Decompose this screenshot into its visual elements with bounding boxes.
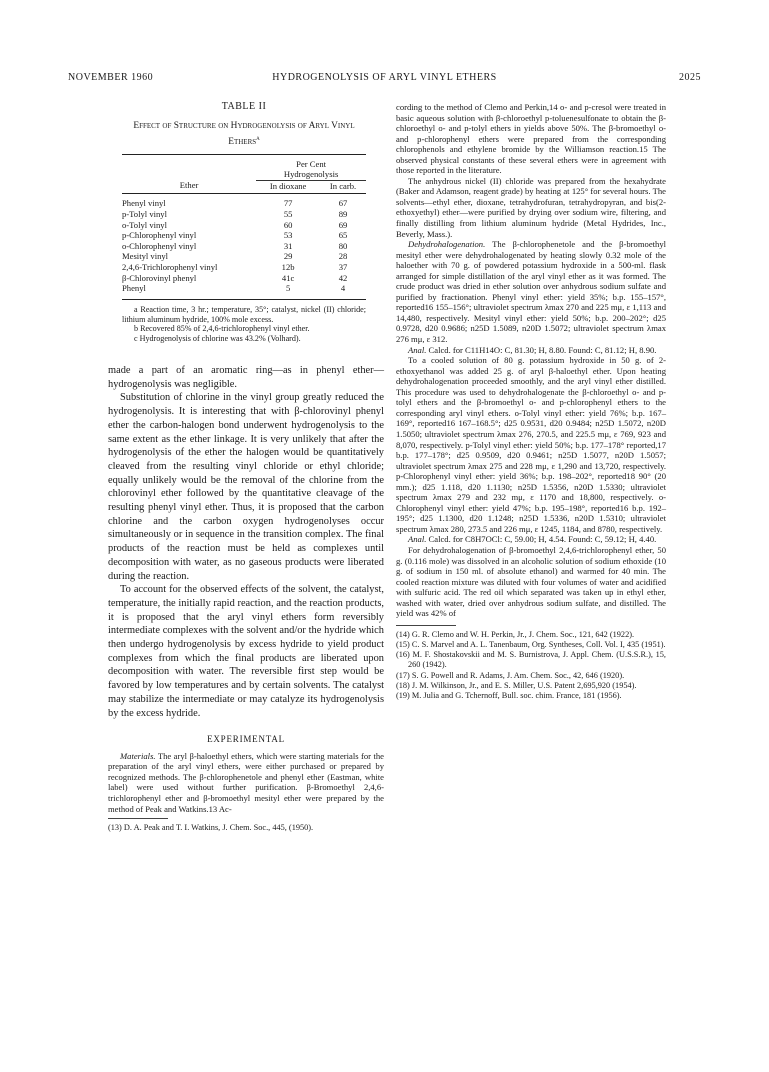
table-caption-text: Effect of Structure on Hydrogenolysis of Aryl Vinyl Ethers	[133, 120, 355, 147]
cell-dioxane: 31	[283, 240, 293, 251]
cell-dioxane: 29	[283, 251, 293, 262]
table-note-a: a Reaction time, 3 hr.; temperature, 35°; catalyst, nickel (II) chloride; lithium aluminum hydride, 100% mole excess.	[122, 304, 366, 324]
footnote: (19) M. Julia and G. Tchernoff, Bull. soc. chim. France, 181 (1956).	[396, 691, 622, 701]
materials-text: The aryl β-haloethyl ethers, which were starting materials for the preparation of the aryl vinyl ethers, were either purchased or prepared by recognized methods. The β-chlorophenetole and phenyl ether (Eastman, white label) were used without further purification. β-Bromoethyl 2,4,6-trichlorophenyl ether and β-bromoethyl mesityl ether were prepared by the method of Peak and Watkins.13 Ac-	[108, 750, 384, 814]
right-column	[396, 102, 666, 701]
cell-carb: 69	[338, 219, 348, 230]
body-paragraph	[396, 176, 666, 239]
table-caption	[122, 121, 366, 148]
table-row	[122, 262, 366, 273]
experimental-heading: EXPERIMENTAL	[207, 734, 285, 745]
table-title: TABLE II	[221, 101, 267, 112]
cell-ether: Phenyl	[122, 283, 146, 294]
table-header-row	[122, 180, 366, 194]
table-row	[122, 241, 366, 252]
table-caption-mark: a	[256, 132, 260, 142]
body-paragraph: To account for the observed effects of the solvent, the catalyst, temperature, the initially rapid reaction, and the reaction products, it is proposed that the aryl vinyl ethers form reversibly intermediate complexes with the solvent and/or the hydride which then undergo hydrogenolysis by excess hydride to yield product complexes from which the final products are liberated upon decomposition with water. The reversible first step would be favored by low temperatures and by certain solvents. The catalyst may stabilize the intermediate or may catalyze its hydrogenolysis by the excess hydride.	[108, 584, 384, 719]
table-row	[122, 198, 366, 209]
footnote: (14) G. R. Clemo and W. H. Perkin, Jr., J. Chem. Soc., 121, 642 (1922).	[396, 629, 635, 639]
table-row	[122, 220, 366, 231]
col-header-carb: In carb.	[320, 180, 366, 194]
table-row	[122, 209, 366, 220]
footnote-rule	[108, 818, 168, 819]
materials-label: Materials.	[120, 750, 156, 761]
paragraph-text: The anhydrous nickel (II) chloride was prepared from the hexahydrate (Baker and Adamson, reagent grade) by heating at 125° for several hours. The solvents—ethyl ether, dioxane, tetrahydrofuran, tetrahydropyran, and bis(2-ethoxyethyl) ether—were purified by drying over sodium wire, filtering, and finally distilling from lithium aluminum hydride (Metal Hydrides, Inc., Beverly, Mass.).	[396, 175, 666, 239]
cell-carb: 4	[340, 283, 346, 294]
cell-dioxane: 5	[285, 283, 291, 294]
cell-carb: 67	[338, 198, 348, 209]
cell-ether: p-Chlorophenyl vinyl	[122, 230, 197, 241]
paragraph-text: Calcd. for C8H7OCl: C, 59.00; H, 4.54. Found: C, 59.12; H, 4.40.	[428, 534, 657, 545]
cell-ether: Phenyl vinyl	[122, 198, 166, 209]
table-note-c: c Hydrogenolysis of chlorine was 43.2% (Volhard).	[134, 334, 301, 344]
footnote: (16) M. F. Shostakovskii and M. S. Burnistrova, J. Appl. Chem. (U.S.S.R.), 15, 260 (1942).	[396, 650, 666, 670]
left-column	[108, 102, 384, 833]
cell-carb: 89	[338, 209, 348, 220]
body-paragraph: Substitution of chlorine in the vinyl group greatly reduced the hydrogenolysis. It is interesting that with β-chlorovinyl phenyl ether the carbon-halogen bond underwent hydrogenolysis to the same extent as the ether linkage. It is very unlikely that after the hydrogenolysis of the ether the halogen would be quantitatively cleaved from the resulting vinyl chloride or ethyl chloride; equally unlikely would be the removal of the chlorine from the chlorovinyl ether followed by the quantitative cleavage of the resulting phenyl vinyl ether. Thus, it is proposed that the carbon chlorine and the carbon oxygen hydrogenolyses occur simultaneously or in sequence in the transition complex. The final products of the reaction must be held as complexes until decomposition with water, as no gaseous products were liberated during the reaction.	[108, 392, 384, 582]
table-body	[122, 198, 366, 293]
table-row	[122, 230, 366, 241]
cell-carb: 28	[338, 251, 348, 262]
table-note-b: b Recovered 85% of 2,4,6-trichlorophenyl vinyl ether.	[134, 324, 310, 334]
paragraph-text: To a cooled solution of 80 g. potassium hydroxide in 50 g. of 2-ethoxyethanol was added 25 g. of aryl β-haloethyl ether. Upon heating dehydrohalogenation proceeded smoothly, and the aryl vinyl ether distilled. This procedure was used to dehydrohalogenate the β-chloroethyl o- and p-tolyl ethers and the β-bromoethyl o- and p-chlorophenyl ethers to the corresponding aryl vinyl ethers. o-Tolyl vinyl ether: yield 76%; b.p. 167–169°, reported16 167–168.5°; d25 0.9531, d20 0.9484; n25D 1.5072, n20D 1.5050; ultraviolet spectrum λmax 276, 270.5, and 225.5 mμ, ε 769, 923 and 8,070, respectively. p-Tolyl vinyl ether: yield 50%; b.p. 177–178° reported,17 b.p. 177–178°; d25 0.9509, d20 0.9461; n25D 1.5077, n20D 1.5057; ultraviolet spectrum λmax 275 and 228 mμ, ε 1,290 and 13,720, respectively. p-Chlorophenyl vinyl ether: yield 36%; b.p. 198–202°, reported18 90° (20 mm.); d25 1.118, d20 1.1130; n25D 1.5356, n20D 1.5330; ultraviolet spectrum λmax 279 and 232 mμ, ε 1170 and 18,800, respectively. o-Chlorophenyl vinyl ether: yield 47%; b.p. 195–198°, reported16 b.p. 192–195°; d25 1.1300, d20 1.1248; n25D 1.5336, n20D 1.5310; ultraviolet spectrum λmax 280, 273.5 and 226 mμ, ε 1245, 1184, and 8780, respectively.	[396, 355, 666, 534]
group-header-line-1: Per Cent	[296, 158, 327, 169]
cell-dioxane: 41c	[281, 272, 295, 283]
paragraph-label: Anal.	[408, 534, 427, 545]
table-notes	[122, 305, 366, 344]
paragraph-text: For dehydrohalogenation of β-bromoethyl 2,4,6-trichlorophenyl ether, 50 g. (0.116 mole) was dissolved in an alcoholic solution of sodium ethoxide (10 g. of sodium in 150 ml. of absolute ethanol) and warmed for 40 min. The cooled reaction mixture was diluted with four volumes of water and acidified with sulfuric acid. The red oil which separated was taken up in ethyl ether, washed with water, dried over anhydrous sodium sulfate, and distilled. The yield was 42% of	[396, 544, 666, 619]
cell-ether: o-Tolyl vinyl	[122, 219, 167, 230]
right-body-text	[396, 102, 666, 619]
cell-ether: Mesityl vinyl	[122, 251, 169, 262]
cell-carb: 42	[338, 272, 348, 283]
body-paragraph	[396, 102, 666, 176]
footnote: (17) S. G. Powell and R. Adams, J. Am. Chem. Soc., 42, 646 (1920).	[396, 670, 625, 680]
cell-carb: 80	[338, 240, 348, 251]
cell-ether: o-Chlorophenyl vinyl	[122, 240, 197, 251]
paragraph-text: cording to the method of Clemo and Perkin,14 o- and p-cresol were treated in basic aqueous solution with β-chloroethyl p-toluenesulfonate to obtain the β-chloroethyl o- and p-tolyl ethers in yields above 50%. The β-bromoethyl o- and p-chlorophenyl ethers were prepared from the corresponding chlorophenols and ethylene bromide by the Williamson reaction.15 The observed physical constants of these several ethers were in agreement with those reported in the literature.	[396, 102, 666, 176]
body-paragraph	[396, 355, 666, 534]
paragraph-label: Anal.	[408, 344, 427, 355]
materials-paragraph	[108, 751, 384, 814]
header-title: HYDROGENOLYSIS OF ARYL VINYL ETHERS	[272, 72, 497, 83]
cell-ether: p-Tolyl vinyl	[122, 209, 167, 220]
left-body-text	[108, 364, 384, 720]
col-header-dioxane: In dioxane	[256, 180, 320, 194]
structure-table	[122, 155, 366, 300]
footnote-13: (13) D. A. Peak and T. I. Watkins, J. Chem. Soc., 445, (1950).	[108, 823, 314, 833]
cell-dioxane: 60	[283, 219, 293, 230]
group-header-line-2: Hydrogenolysis	[283, 169, 339, 180]
body-paragraph	[396, 239, 666, 344]
cell-carb: 65	[338, 230, 348, 241]
body-paragraph	[396, 345, 666, 356]
body-paragraph	[396, 545, 666, 619]
col-header-ether: Ether	[179, 180, 199, 191]
footnote-rule-right	[396, 625, 456, 626]
paragraph-label: Dehydrohalogenation.	[408, 239, 486, 250]
cell-dioxane: 53	[283, 230, 293, 241]
page-number: 2025	[679, 72, 701, 83]
cell-dioxane: 77	[283, 198, 293, 209]
footnote: (15) C. S. Marvel and A. L. Tanenbaum, Org. Syntheses, Coll. Vol. I, 435 (1951).	[396, 640, 666, 649]
paragraph-text: Calcd. for C11H14O: C, 81.30; H, 8.80. Found: C, 81.12; H, 8.90.	[428, 344, 657, 355]
cell-dioxane: 55	[283, 209, 293, 220]
cell-ether: 2,4,6-Trichlorophenyl vinyl	[122, 262, 218, 273]
table-row	[122, 251, 366, 262]
group-header	[256, 155, 366, 181]
cell-dioxane: 12b	[281, 262, 295, 273]
table-row	[122, 283, 366, 294]
right-footnotes	[396, 630, 666, 701]
cell-ether: β-Chlorovinyl phenyl	[122, 272, 197, 283]
table-group-header-row	[122, 155, 366, 181]
body-paragraph: made a part of an aromatic ring—as in phenyl ether—hydrogenolysis was negligible.	[108, 364, 384, 390]
header-date: NOVEMBER 1960	[68, 72, 154, 83]
body-paragraph	[396, 534, 666, 545]
table-row	[122, 273, 366, 284]
running-header	[68, 72, 701, 86]
footnote: (18) J. M. Wilkinson, Jr., and E. S. Miller, U.S. Patent 2,695,920 (1954).	[396, 680, 637, 690]
cell-carb: 37	[338, 262, 348, 273]
paragraph-text: The β-chlorophenetole and the β-bromoethyl mesityl ether were dehydrohalogenated by heating slowly 0.32 mole of the haloether with 70 g. of powdered potassium hydroxide in a 500-ml. flask arranged for simple distillation of the aryl vinyl ether as it was formed. The crude product was dried in ether solution over anhydrous sodium sulfate and purified by fractionation. Phenyl vinyl ether: yield 35%; b.p. 155–157°, reported16 155–156°; ultraviolet spectrum λmax 270 and 225 mμ, ε 1,113 and 14,480, respectively. Mesityl vinyl ether: yield 50%; b.p. 200–202°; d25 0.9728, d20 0.9686; n25D 1.5089, n20D 1.5072; ultraviolet spectrum λmax 276 mμ, ε 312.	[396, 239, 667, 345]
table-block	[122, 102, 366, 344]
